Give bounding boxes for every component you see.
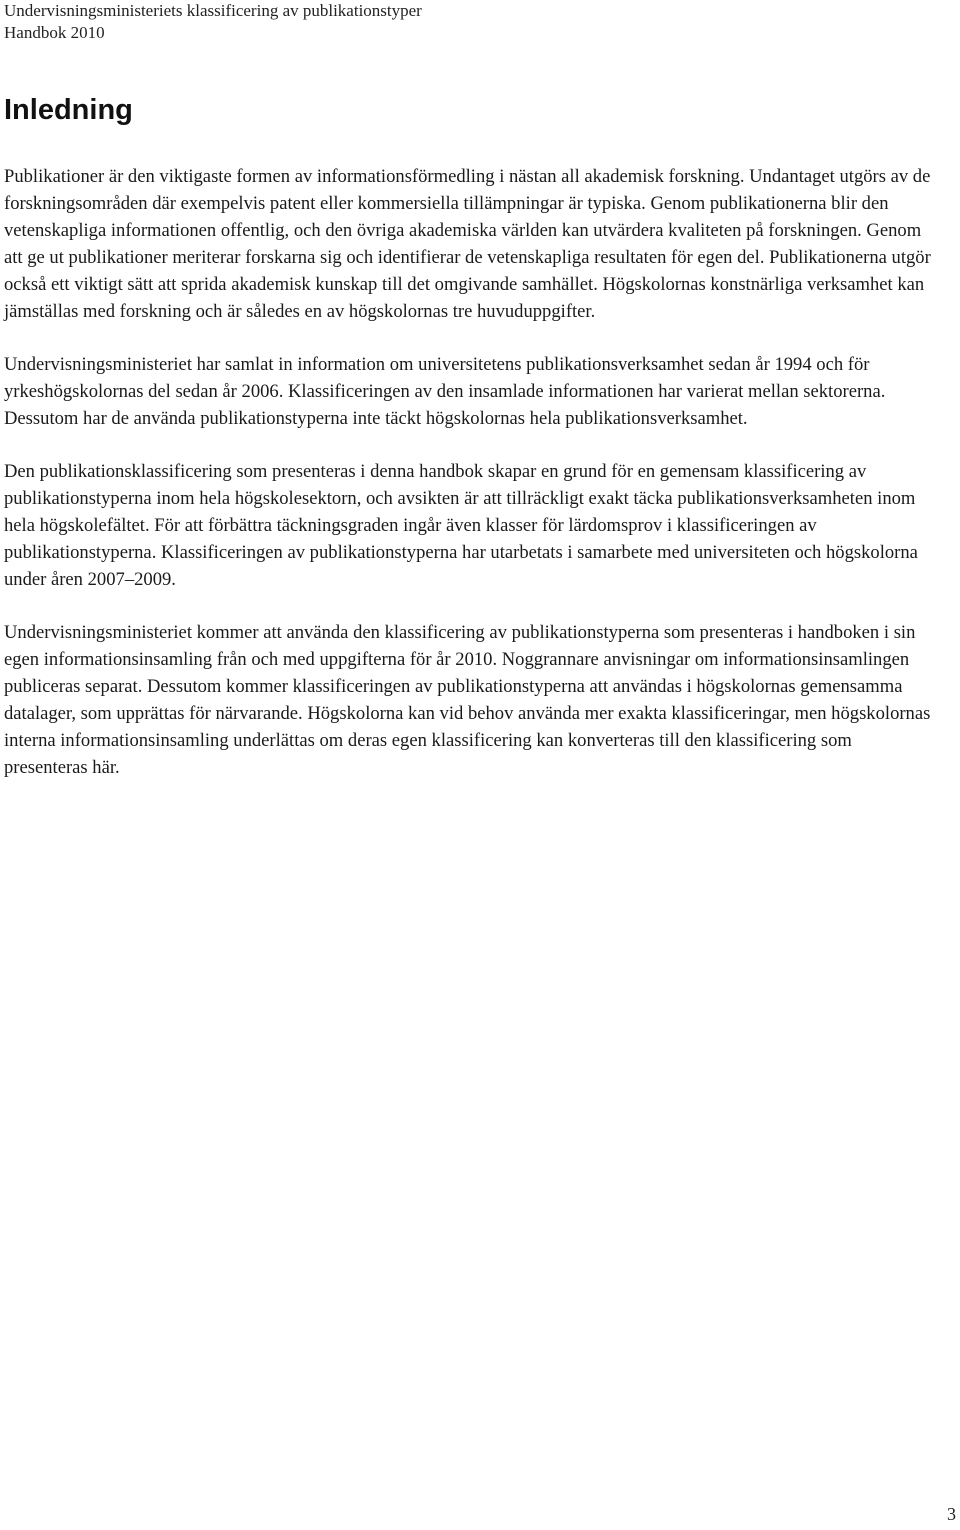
paragraph-4: Undervisningsministeriet kommer att använda den klassificering av publikationstyperna som presenteras i handboken i sin egen informationsinsamling från och med uppgifterna för år 2010. Noggrannare anvisningar om informationsinsamlingen publiceras separat. Dessutom kommer klassificeringen av publikationstyperna att användas i högskolornas gemensamma datalager, som upprättas för närvarande. Högskolorna kan vid behov använda mer exakta klassificeringar, men högskolornas interna informationsinsamling underlättas om deras egen klassificering kan konverteras till den klassificering som presenteras här. — [4, 622, 931, 778]
page-header — [4, 0, 944, 44]
paragraph-2: Undervisningsministeriet har samlat in information om universitetens publikationsverksamhet sedan år 1994 och för yrkeshögskolornas del sedan år 2006. Klassificeringen av den insamlade informationen har varierat mellan sektorerna. Dessutom har de använda publikationstyperna inte täckt högskolornas hela publikationsverksamhet. — [4, 354, 886, 429]
page-number: 3 — [947, 1504, 956, 1524]
document-title: Undervisningsministeriets klassificering av publikationstyper — [4, 1, 422, 20]
body-text — [4, 163, 939, 807]
document-subtitle: Handbok 2010 — [4, 23, 105, 42]
paragraph-3: Den publikationsklassificering som presenteras i denna handbok skapar en grund för en gemensam klassificering av publikationstyperna inom hela högskolesektorn, och avsikten är att tillräckligt exakt täcka publikationsverksamheten inom hela högskolefältet. För att förbättra täckningsgraden ingår även klasser för lärdomsprov i klassificeringen av publikationstyperna. Klassificeringen av publikationstyperna har utarbetats i samarbete med universiteten och högskolorna under åren 2007–2009. — [4, 461, 918, 590]
paragraph-1: Publikationer är den viktigaste formen av informationsförmedling i nästan all akademisk forskning. Undantaget utgörs av de forskningsområden där exempelvis patent eller kommersiella tillämpningar är typiska. Genom publikationerna blir den vetenskapliga informationen offentlig, och den övriga akademiska världen kan utvärdera kvaliteten på forskningen. Genom att ge ut publikationer meriterar forskarna sig och identifierar de vetenskapliga resultaten för egen del. Publikationerna utgör också ett viktigt sätt att sprida akademisk kunskap till det omgivande samhället. Högskolornas konstnärliga verksamhet kan jämställas med forskning och är således en av högskolornas tre huvuduppgifter. — [4, 166, 931, 322]
chapter-heading: Inledning — [4, 94, 133, 126]
